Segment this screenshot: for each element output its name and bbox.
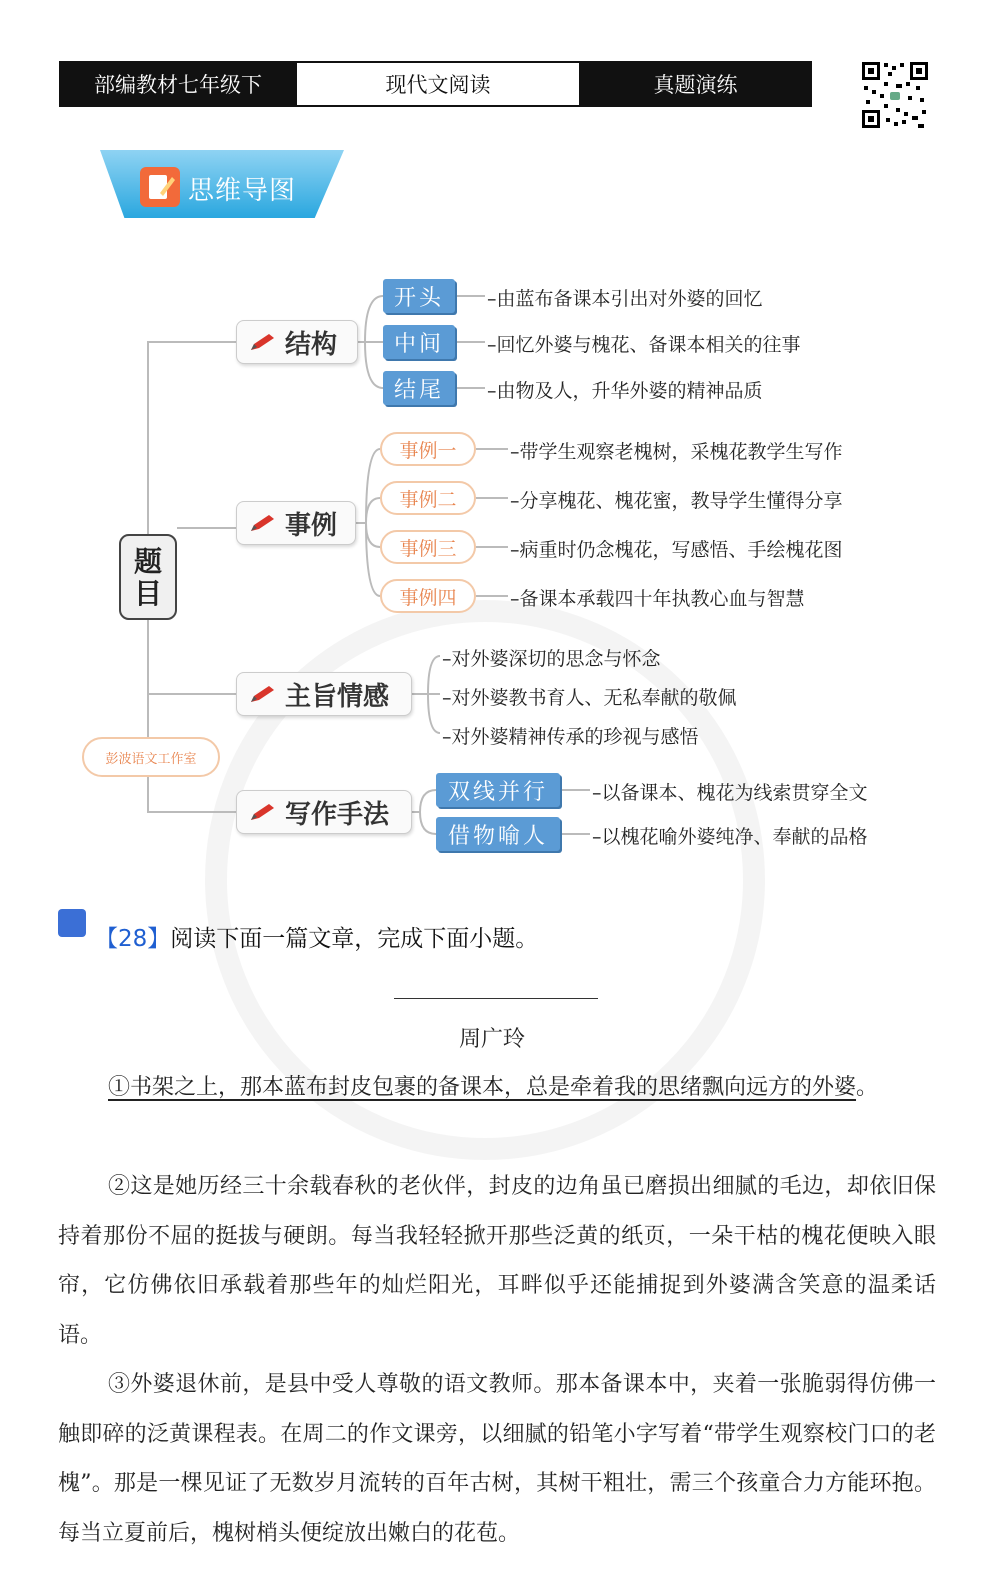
paragraph-2: ②这是她历经三十余载春秋的老伙伴，封皮的边角虽已磨损出细腻的毛边，却依旧保持着那份不屈的挺拔与硬朗。每当我轻轻掀开那些泛黄的纸页，一朵干枯的槐花便映入眼帘，它仿佛依旧承载着那些年的灿烂阳光，耳畔似乎还能捕捉到外婆满含笑意的温柔话语。 [58,1174,936,1348]
branch-examples-label: 事例 [285,510,338,541]
leaf-dual-line: –以备课本、槐花为线索贯穿全文 [592,782,868,804]
tag-opening-text: 开头 [393,285,444,311]
tag-opening [383,279,455,313]
tag-example-3 [380,530,476,564]
mindmap-root [119,534,177,620]
paragraph-1 [58,1063,936,1113]
paragraph-3: ③外婆退休前，是县中受人尊敬的语文教师。那本备课本中，夹着一张脆弱得仿佛一触即碎的泛黄课程表。在周二的作文课旁，以细腻的铅笔小字写着“带学生观察校门口的老槐”。那是一棵见证了无数岁月流转的百年古树，其树干粗壮，需三个孩童合力方能环抱。每当立夏前后，槐树梢头便绽放出嫩白的花苞。 [58,1372,937,1546]
tag-example-4 [380,579,476,613]
leaf-theme-3: –对外婆精神传承的珍视与感悟 [442,726,699,748]
studio-label: 彭波语文工作室 [82,737,220,777]
question-line [95,920,538,953]
branch-writing-label: 写作手法 [285,799,390,830]
header-exercise-text: 真题演练 [653,73,738,97]
tag-middle [383,325,455,359]
header-section-text: 现代文阅读 [385,73,491,97]
paragraph-1-rest: 。 [856,1075,879,1100]
article-author: 周广玲 [459,1027,526,1052]
tag-dual-line [436,773,560,807]
tag-example-1 [380,432,476,466]
tag-example-3-text: 事例三 [399,537,457,560]
branch-theme-label: 主旨情感 [285,681,390,712]
tag-ending-text: 结尾 [393,377,444,403]
tag-example-2 [380,481,476,515]
branch-examples [236,501,356,545]
leaf-example-4: –备课本承载四十年执教心血与智慧 [510,588,805,610]
question-number: 【28】 [95,926,171,952]
pencil-icon [249,332,277,352]
tag-middle-text: 中间 [393,331,444,357]
pencil-icon [249,513,277,533]
pencil-icon [249,802,277,822]
leaf-metaphor: –以槐花喻外婆纯净、奉献的品格 [592,826,868,848]
leaf-example-1: –带学生观察老槐树，采槐花教学生写作 [510,441,843,463]
tag-ending [383,371,455,405]
leaf-middle: –回忆外婆与槐花、备课本相关的往事 [487,334,801,356]
header-grade-text: 部编教材七年级下 [94,73,262,97]
tag-example-1-text: 事例一 [399,439,457,462]
leaf-example-2: –分享槐花、槐花蜜，教导学生懂得分享 [510,490,843,512]
branch-structure-label: 结构 [285,329,338,360]
paragraph-1-underlined: ①书架之上，那本蓝布封皮包裹的备课本，总是牵着我的思绪飘向远方的外婆 [108,1075,857,1100]
title-blank-line [394,998,598,999]
branch-structure [236,320,358,364]
tag-metaphor [436,817,560,851]
leaf-theme-1: –对外婆深切的思念与怀念 [442,648,661,670]
branch-theme [236,672,412,716]
leaf-theme-2: –对外婆教书育人、无私奉献的敬佩 [442,687,737,709]
leaf-ending: –由物及人，升华外婆的精神品质 [487,380,763,402]
tag-dual-line-text: 双线并行 [447,779,548,805]
branch-writing [236,790,412,834]
leaf-opening: –由蓝布备课本引出对外婆的回忆 [487,288,763,310]
pencil-icon [249,684,277,704]
question-prompt: 阅读下面一篇文章，完成下面小题。 [170,926,539,952]
comment-icon [58,909,86,937]
tag-example-2-text: 事例二 [399,488,457,511]
leaf-example-3: –病重时仍念槐花，写感悟、手绘槐花图 [510,539,843,561]
tag-example-4-text: 事例四 [399,586,457,609]
tag-metaphor-text: 借物喻人 [447,823,548,849]
banner-title: 思维导图 [188,176,297,206]
root-label: 题目 [133,545,162,610]
